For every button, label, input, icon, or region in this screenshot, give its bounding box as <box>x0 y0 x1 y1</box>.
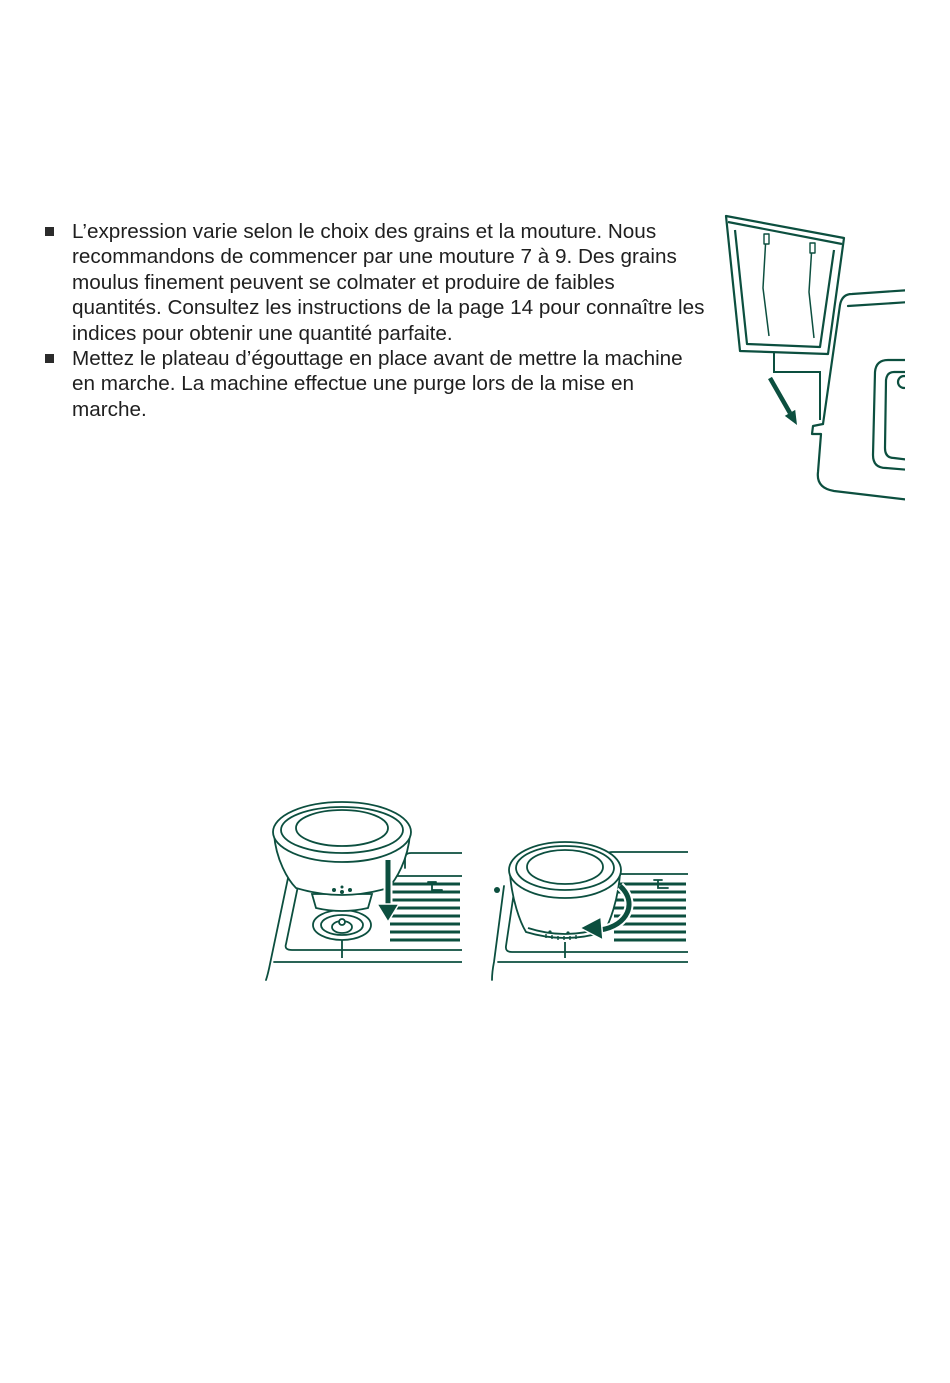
hopper-insert-illustration <box>262 798 462 983</box>
bullet-text-line: Mettez le plateau d’égouttage en place avant de mettre la machine <box>72 347 683 371</box>
list-item <box>44 219 724 346</box>
bullet-text-line: recommandons de commencer par une mouture 7 à 9. Des grains <box>72 245 677 269</box>
list-item <box>44 346 724 422</box>
square-bullet-icon <box>45 354 54 363</box>
water-tank-illustration <box>720 210 905 505</box>
drip-grooves <box>390 884 460 940</box>
bullet-text-line: indices pour obtenir une quantité parfaite. <box>72 321 453 345</box>
bullet-text-line: L’expression varie selon le choix des grains et la mouture. Nous <box>72 220 657 243</box>
water-tank <box>726 216 844 354</box>
bullet-text-line: marche. <box>72 397 147 421</box>
indicator-dot <box>494 887 500 893</box>
bean-hopper <box>509 842 621 938</box>
bullet-text-line: en marche. La machine effectue une purge lors de la mise en <box>72 372 634 396</box>
hopper-lock-illustration <box>488 838 688 983</box>
bullet-text-line: quantités. Consultez les instructions de la page 14 pour connaître les <box>72 296 705 320</box>
insert-arrow-icon <box>770 378 797 425</box>
tank-guide-line <box>774 351 820 420</box>
square-bullet-icon <box>45 227 54 236</box>
instruction-list <box>44 219 724 422</box>
bullet-text-line: moulus finement peuvent se colmater et produire de faibles <box>72 270 615 294</box>
